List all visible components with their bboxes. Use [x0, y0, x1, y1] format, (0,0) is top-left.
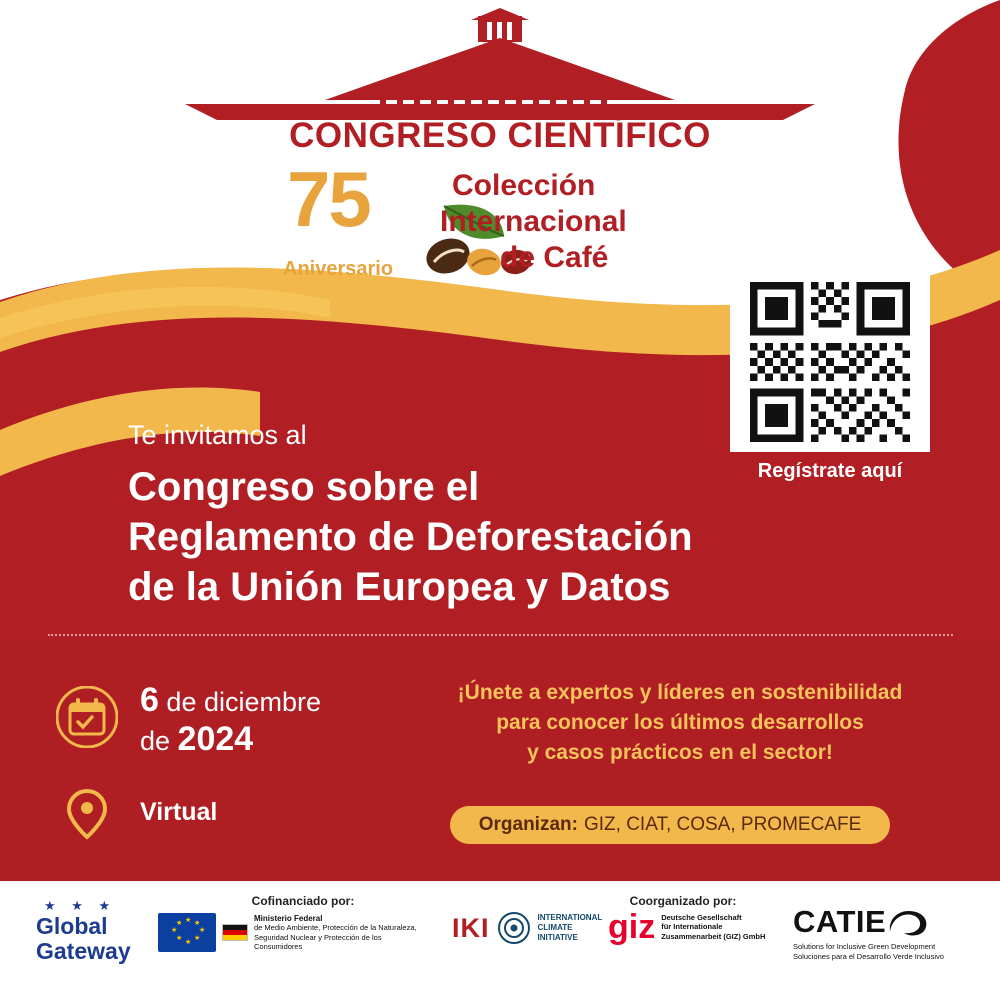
iki-line-1: INTERNATIONAL — [537, 913, 603, 922]
eu-flag-icon: ★ ★ ★ ★ ★ ★ ★ ★ — [158, 913, 216, 952]
iki-line-3: INITIATIVE — [537, 933, 578, 942]
event-year-prefix: de — [140, 726, 178, 756]
qr-caption: Regístrate aquí — [757, 460, 903, 482]
collection-line-1: Colección — [452, 169, 596, 202]
ministry-text — [254, 914, 429, 952]
event-year: 2024 — [177, 720, 254, 758]
global-gateway-line-2: Gateway — [36, 938, 131, 964]
giz-subtitle — [661, 913, 765, 942]
footer-logos — [0, 881, 1000, 983]
congress-title: CONGRESO CIENTÍFICO — [289, 116, 711, 155]
iki-line-2: CLIMATE — [537, 923, 573, 932]
giz-line-2: für Internationale — [661, 922, 723, 932]
qr-code-icon[interactable] — [740, 282, 920, 442]
ministry-line-3: Seguridad Nuclear y Protección de los Consumidores — [254, 932, 382, 951]
catie-swoosh-icon — [886, 906, 930, 938]
global-gateway-line-1: Global — [36, 913, 108, 939]
collection-line-3: de Café — [500, 241, 609, 274]
collection-title — [440, 168, 740, 276]
invite-lead: Te invitamos al — [128, 420, 307, 450]
organizers-pill — [450, 806, 890, 844]
giz-line-3: Zusammenarbeit (GIZ) GmbH — [661, 931, 766, 941]
iki-word: IKI — [452, 912, 490, 943]
collection-line-2: Internacional — [440, 205, 627, 238]
page-title — [128, 462, 858, 612]
catie-sub-line-1: Solutions for Inclusive Green Development — [793, 942, 936, 951]
coorganized-label: Coorganizado por: — [629, 894, 737, 908]
catie-wordmark-row — [793, 904, 983, 940]
anniversary-word: Aniversario — [283, 258, 394, 280]
ministry-line-2: de Medio Ambiente, Protección de la Naturaleza, — [254, 923, 417, 932]
promo-copy — [420, 678, 940, 768]
cofinanced-label: Cofinanciado por: — [251, 894, 355, 908]
heading-line-3: de la Unión Europea y Datos — [128, 565, 671, 609]
qr-code-container[interactable] — [730, 272, 930, 452]
congress-logo-block — [0, 0, 1000, 300]
promo-line-1: ¡Únete a expertos y líderes en sostenibilidad — [457, 681, 903, 704]
iki-globe-icon — [498, 912, 530, 944]
cofinanced-logos-row — [158, 913, 458, 952]
event-date-line-2 — [140, 721, 321, 760]
giz-line-1: Deutsche Gesellschaft — [661, 912, 742, 922]
map-pin-icon — [66, 788, 108, 840]
heading-line-1: Congreso sobre el — [128, 465, 480, 509]
building-roof-icon — [175, 8, 825, 120]
event-date — [140, 682, 321, 760]
ministry-line-1: Ministerio Federal — [254, 913, 323, 923]
event-day: 6 — [140, 681, 159, 719]
organizers-value: GIZ, CIAT, COSA, PROMECAFE — [583, 814, 862, 835]
promo-line-3: y casos prácticos en el sector! — [527, 741, 833, 764]
divider — [48, 634, 953, 636]
promo-line-2: para conocer los últimos desarrollos — [496, 711, 864, 734]
global-gateway-stars: ★ ★ ★ — [44, 898, 117, 913]
catie-sub-line-2: Soluciones para el Desarrollo Verde Inclusivo — [793, 952, 944, 961]
organizers-label: Organizan: — [478, 814, 578, 835]
cofinanced-block — [158, 894, 458, 952]
catie-subtitle — [793, 942, 983, 962]
giz-block — [608, 894, 766, 946]
giz-logo — [608, 908, 766, 946]
event-month: de diciembre — [158, 687, 322, 717]
iki-logo — [452, 912, 602, 944]
iki-subtitle — [538, 913, 603, 943]
anniversary-number: 75 — [287, 155, 370, 243]
event-location: Virtual — [140, 798, 218, 826]
catie-word: CATIE — [793, 904, 887, 939]
calendar-icon — [56, 686, 118, 748]
catie-logo — [793, 904, 983, 962]
giz-word: giz — [608, 908, 656, 946]
heading-line-2: Reglamento de Deforestación — [128, 515, 693, 559]
event-date-line-1 — [140, 682, 321, 721]
germany-flag-icon — [222, 924, 248, 941]
